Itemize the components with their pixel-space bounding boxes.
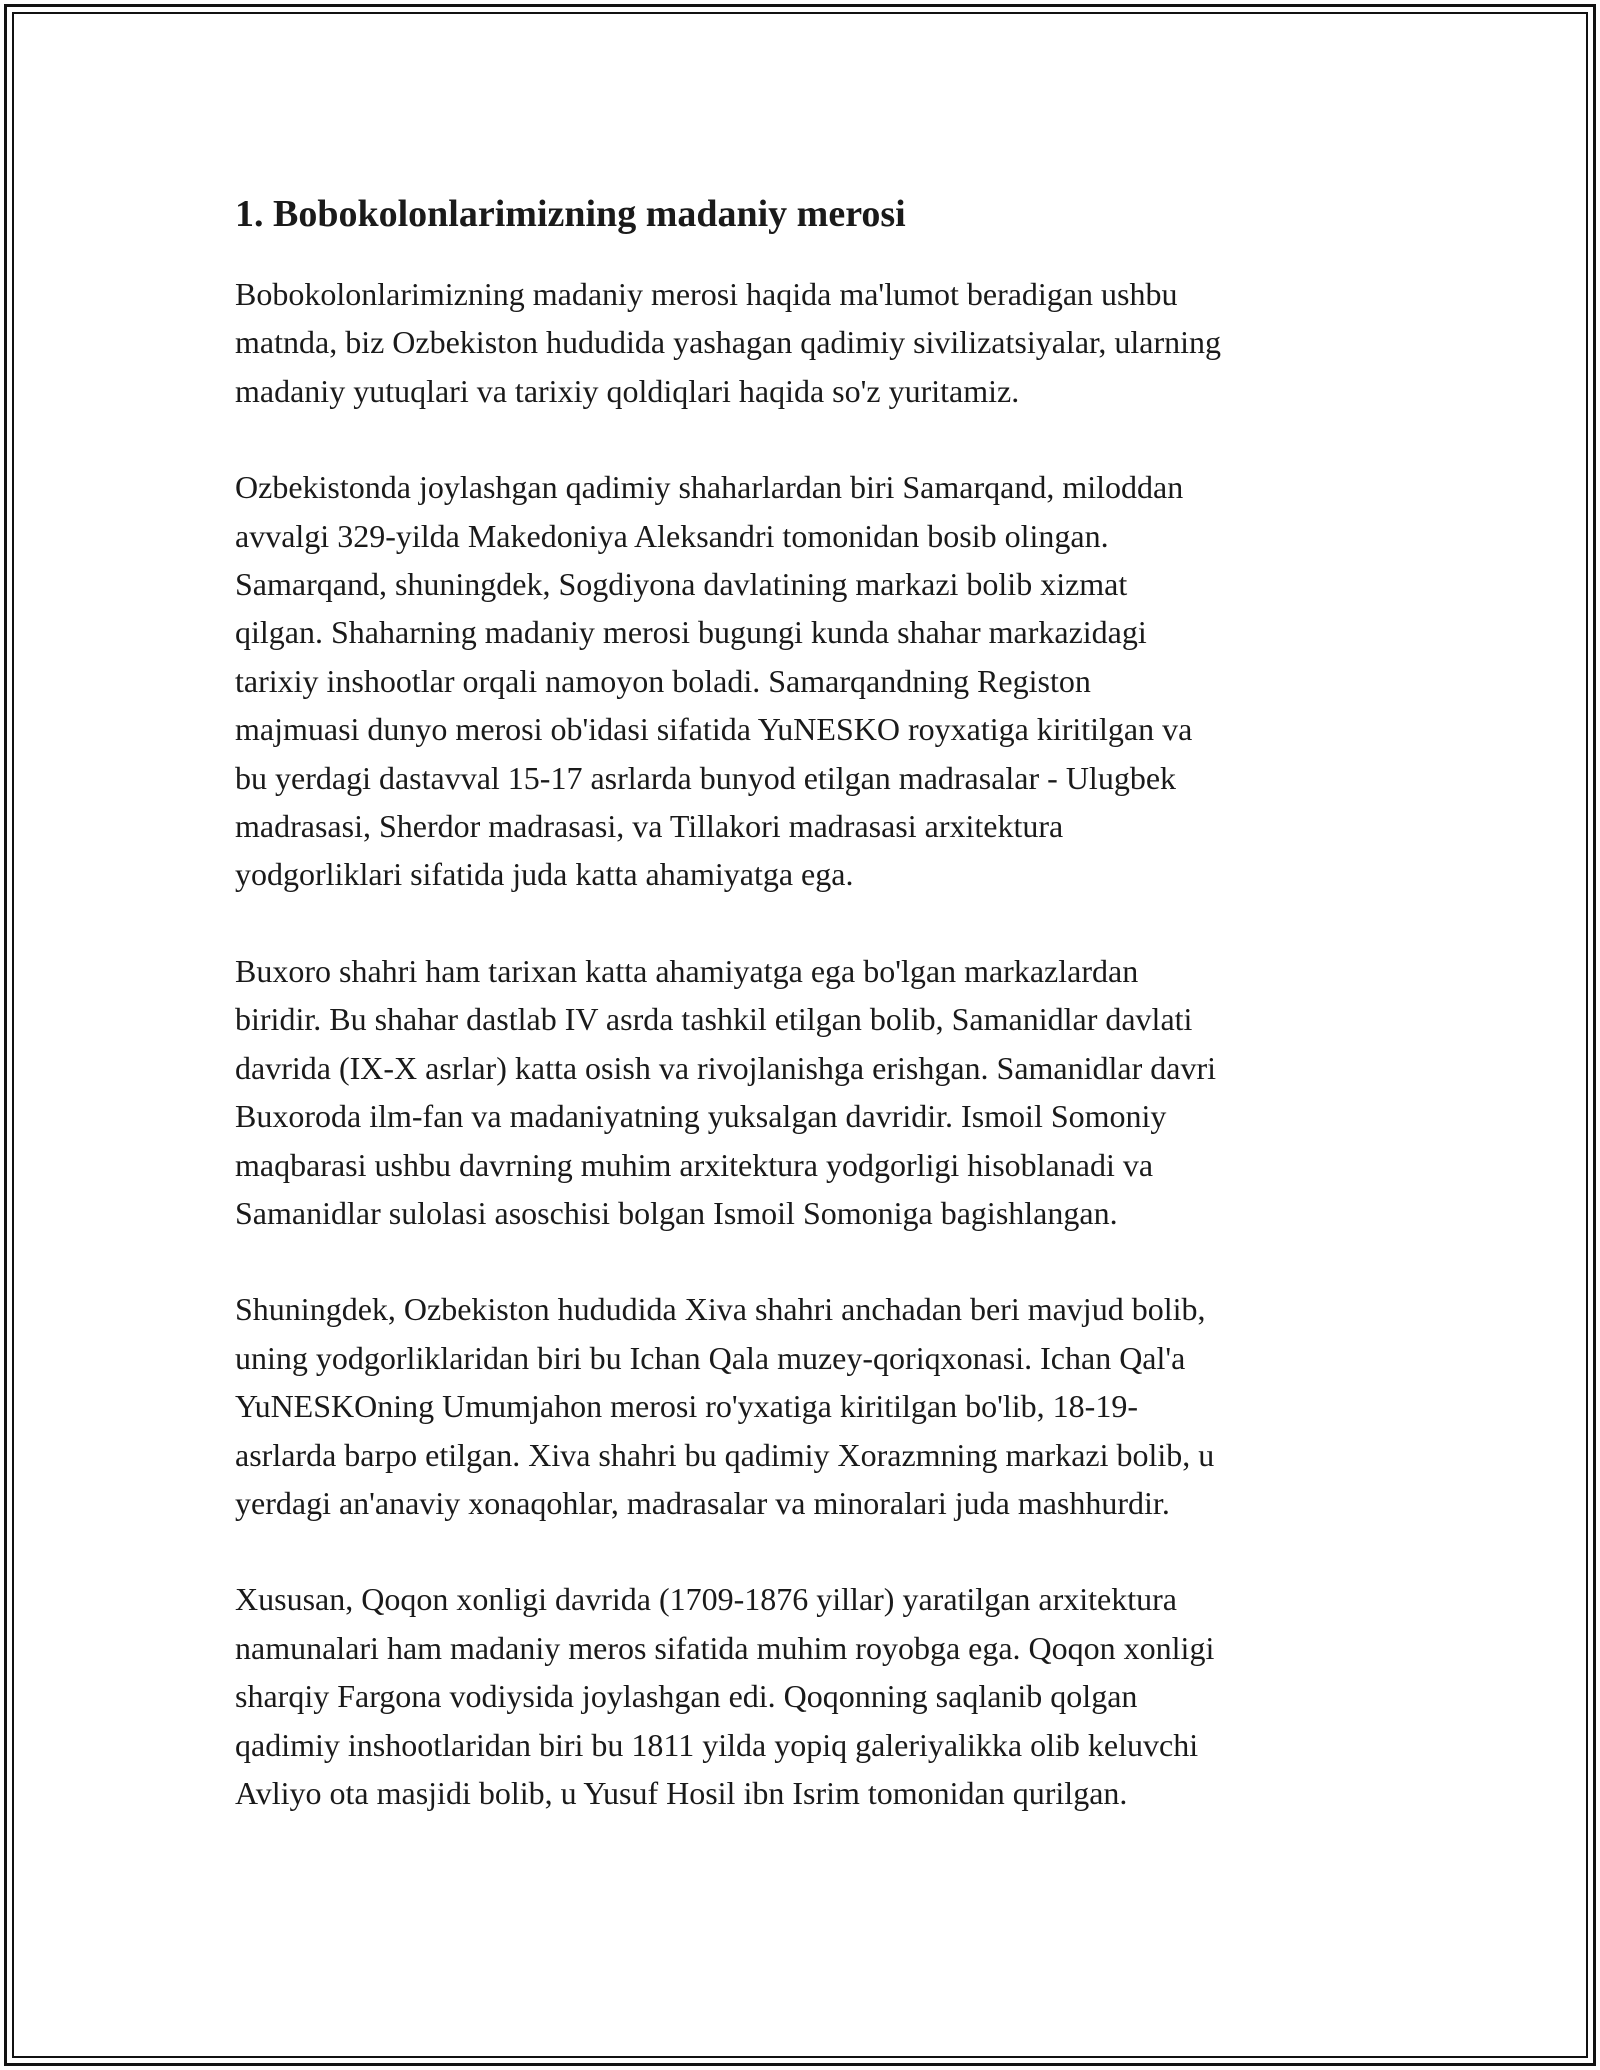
- section-heading: 1. Bobokolonlarimizning madaniy merosi: [235, 193, 906, 235]
- document-body: [235, 186, 1375, 1865]
- paragraph-buxoro: Buxoro shahri ham tarixan katta ahamiyatga ega bo'lgan markazlardan biridir. Bu shahar dastlab IV asrda tashkil etilgan bolib, Samanidlar davlati davrida (IX-X asrlar) katta osish va rivojlanishga erishgan. Samanidlar davri Buxoroda ilm-fan va madaniyatning yuksalgan davridir. Ismoil Somoniy maqbarasi ushbu davrning muhim arxitektura yodgorligi hisoblanadi va Samanidlar sulolasi asoschisi bolgan Ismoil Somoniga bagishlangan.: [235, 952, 1217, 1231]
- paragraph-qoqon: Xususan, Qoqon xonligi davrida (1709-1876 yillar) yaratilgan arxitektura namunalari ham madaniy meros sifatida muhim royobga ega. Qoqon xonligi sharqiy Fargona vodiysida joylashgan edi. Qoqonning saqlanib qolgan qadimiy inshootlaridan biri bu 1811 yilda yopiq galeriyalikka olib keluvchi Avliyo ota masjidi bolib, u Yusuf Hosil ibn Isrim tomonidan qurilgan.: [235, 1581, 1215, 1811]
- paragraph-xiva: Shuningdek, Ozbekiston hududida Xiva shahri anchadan beri mavjud bolib, uning yodgorliklaridan biri bu Ichan Qala muzey-qoriqxonasi. Ichan Qal'a YuNESKOning Umumjahon merosi ro'yxatiga kiritilgan bo'lib, 18-19- asrlarda barpo etilgan. Xiva shahri bu qadimiy Xorazmning markazi bolib, u yerdagi an'anaviy xonaqohlar, madrasalar va minoralari juda mashhurdir.: [235, 1291, 1215, 1521]
- paragraph-intro: Bobokolonlarimizning madaniy merosi haqida ma'lumot beradigan ushbu matnda, biz Ozbekiston hududida yashagan qadimiy sivilizatsiyalar, ularning madaniy yutuqlari va tarixiy qoldiqlari haqida so'z yuritamiz.: [235, 276, 1222, 409]
- paragraph-samarqand: Ozbekistonda joylashgan qadimiy shaharlardan biri Samarqand, miloddan avvalgi 329-yilda Makedoniya Aleksandri tomonidan bosib olingan. Samarqand, shuningdek, Sogdiyona davlatining markazi bolib xizmat qilgan. Shaharning madaniy merosi bugungi kunda shahar markazidagi tarixiy inshootlar orqali namoyon boladi. Samarqandning Registon majmuasi dunyo merosi ob'idasi sifatida YuNESKO royxatiga kiritilgan va bu yerdagi dastavval 15-17 asrlarda bunyod etilgan madrasalar - Ulugbek madrasasi, Sherdor madrasasi, va Tillakori madrasasi arxitektura yodgorliklari sifatida juda katta ahamiyatga ega.: [235, 469, 1193, 893]
